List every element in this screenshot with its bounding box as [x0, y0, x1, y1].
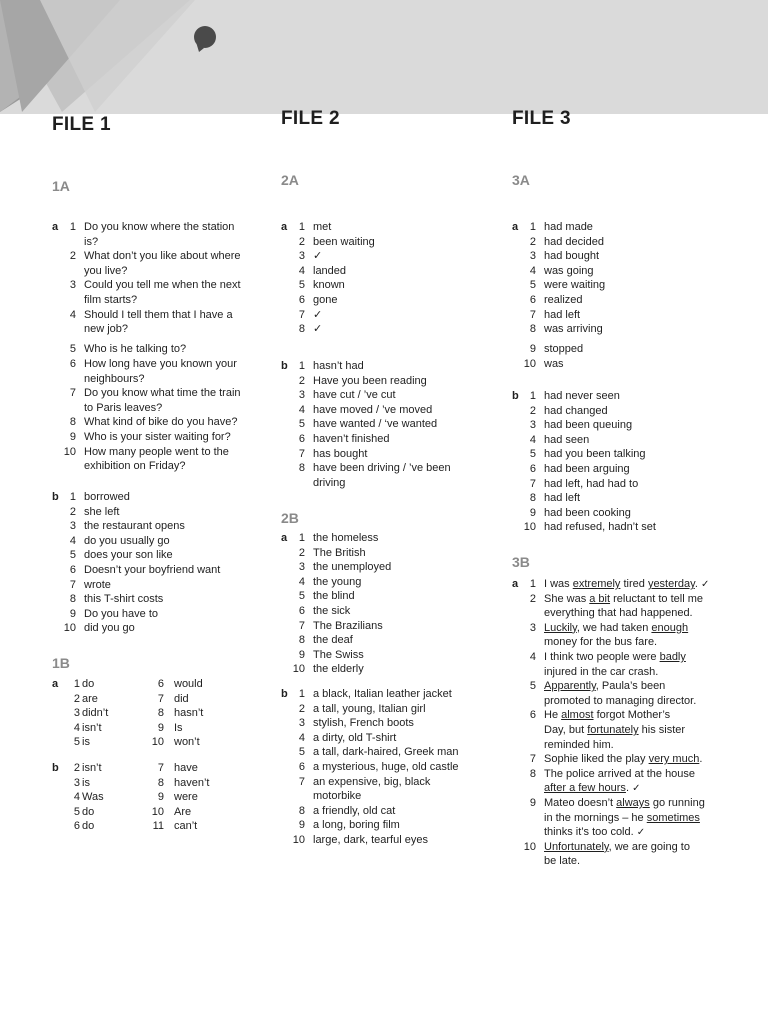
answer-text: gone — [313, 294, 338, 306]
part-letter: a — [52, 221, 59, 233]
item-number: 5 — [298, 746, 305, 759]
answer-text: wrote — [84, 578, 111, 591]
item-number: 2 — [298, 702, 305, 715]
item-number: 3 — [298, 389, 305, 402]
answer-text: to Paris leaves? — [84, 401, 163, 414]
answer-text: have — [174, 762, 198, 774]
answer-text: a mysterious, huge, old castle — [313, 761, 459, 773]
item-number: 10 — [63, 622, 76, 635]
answer-text: Are — [174, 805, 192, 818]
answer-text — [544, 723, 685, 738]
underlined-word: sometimes — [646, 811, 700, 824]
item-number: 6 — [298, 433, 305, 445]
answer-text: ✓ — [313, 308, 323, 321]
item-number: 5 — [298, 279, 305, 292]
item-number: 2 — [69, 505, 76, 518]
item-number: 3 — [73, 776, 80, 789]
part-letter: b — [52, 491, 59, 503]
answer-text — [544, 752, 702, 767]
text-fragment: go running — [649, 797, 705, 809]
answer-text: had refused, hadn’t set — [544, 521, 656, 534]
item-number: 8 — [157, 776, 164, 789]
item-number: 4 — [69, 308, 76, 321]
item-number: 7 — [529, 477, 536, 490]
answer-text: ✓ — [313, 250, 323, 263]
check-mark-icon: ✓ — [636, 827, 646, 839]
part-letter: a — [512, 221, 519, 233]
answer-text: had bought — [544, 250, 600, 263]
item-number: 1 — [529, 390, 536, 402]
item-number: 10 — [151, 736, 164, 749]
item-number: 3 — [298, 250, 305, 263]
answer-text: do — [82, 678, 95, 690]
item-number: 6 — [529, 463, 536, 475]
item-number: 10 — [523, 521, 536, 534]
section-1b-heading: 1B — [52, 655, 70, 671]
answer-text: do — [82, 805, 95, 818]
text-fragment: his sister — [638, 724, 686, 736]
item-number: 4 — [298, 731, 305, 744]
item-number: 5 — [298, 418, 305, 431]
answer-text — [544, 592, 703, 607]
answer-text — [544, 767, 695, 782]
text-fragment: I was — [544, 578, 573, 590]
part-letter: a — [512, 578, 519, 590]
item-number: 5 — [529, 279, 536, 292]
answer-text: Do you know what time the train — [84, 387, 241, 400]
item-number: 9 — [69, 430, 76, 443]
section-2b-heading: 2B — [281, 510, 299, 526]
underlined-word: enough — [651, 621, 689, 634]
answer-text: Who is he talking to? — [84, 343, 187, 356]
answer-text — [544, 708, 670, 723]
item-number: 2 — [529, 592, 536, 605]
item-number: 1 — [298, 532, 305, 544]
answer-text: How many people went to the — [84, 445, 229, 458]
item-number: 10 — [523, 357, 536, 370]
item-number: 7 — [157, 692, 164, 705]
answer-text: film starts? — [84, 294, 138, 306]
text-fragment: injured in the car crash. — [544, 665, 659, 678]
answer-text: had left — [544, 308, 581, 321]
text-fragment: . — [699, 753, 703, 766]
item-number: 3 — [69, 520, 76, 533]
answer-text: a tall, dark-haired, Greek man — [313, 746, 459, 759]
answer-text: ✓ — [313, 323, 323, 336]
underlined-word: Unfortunately — [544, 840, 609, 853]
item-number: 2 — [529, 404, 536, 417]
part-letter: b — [281, 360, 288, 372]
text-fragment: thinks it’s too cold. — [544, 826, 637, 839]
part-letter: a — [281, 532, 288, 544]
answer-text: new job? — [84, 323, 129, 336]
part-letter: b — [512, 390, 519, 402]
answer-text: Is — [174, 721, 183, 734]
item-number: 3 — [298, 561, 305, 574]
item-number: 8 — [157, 707, 164, 720]
item-number: 10 — [523, 840, 536, 853]
answer-text: you live? — [84, 264, 128, 277]
item-number: 2 — [73, 692, 80, 705]
item-number: 8 — [298, 804, 305, 817]
part-letter: b — [52, 762, 59, 774]
item-number: 2 — [529, 235, 536, 248]
answer-text: had seen — [544, 433, 590, 446]
answer-text — [544, 621, 688, 636]
section-3b-heading: 3B — [512, 554, 530, 570]
item-number: 6 — [69, 564, 76, 576]
text-fragment: The police arrived at the house — [544, 767, 696, 780]
answer-text: What kind of bike do you have? — [84, 416, 238, 429]
text-fragment: everything that had happened. — [544, 607, 693, 620]
answer-text: haven’t — [174, 776, 210, 789]
answer-text: have cut / ’ve cut — [313, 389, 396, 402]
item-number: 8 — [298, 634, 305, 647]
item-number: 4 — [73, 791, 80, 804]
answer-text: How long have you known your — [84, 357, 237, 370]
answer-text — [544, 796, 705, 811]
answer-text: had left, had had to — [544, 477, 639, 490]
item-number: 2 — [298, 546, 305, 559]
text-fragment: . — [625, 782, 633, 795]
item-number: 8 — [298, 462, 305, 475]
underlined-word: Apparently — [544, 680, 596, 693]
answer-text: had changed — [544, 404, 608, 417]
answer-text: exhibition on Friday? — [84, 460, 186, 473]
answer-text: a long, boring film — [313, 819, 400, 832]
answer-text — [544, 650, 686, 665]
underlined-word: Luckily — [544, 621, 577, 634]
item-number: 2 — [69, 250, 76, 263]
item-number: 7 — [298, 308, 305, 321]
item-number: 9 — [298, 819, 305, 832]
item-number: 7 — [157, 762, 164, 774]
check-mark-icon: ✓ — [700, 579, 710, 590]
answer-text: stopped — [544, 343, 584, 356]
item-number: 5 — [69, 549, 76, 562]
answer-text: had been queuing — [544, 419, 633, 432]
item-number: 2 — [298, 235, 305, 248]
answer-text: the restaurant opens — [84, 520, 185, 533]
item-number: 8 — [529, 767, 536, 780]
item-number: 7 — [529, 308, 536, 321]
answer-text: The British — [313, 546, 366, 559]
underlined-word: very much — [648, 753, 700, 766]
answer-text: had left — [544, 492, 581, 505]
text-fragment: Sophie liked the play — [544, 753, 649, 766]
answer-text: have wanted / ‘ve wanted — [313, 418, 438, 431]
answer-text: haven’t finished — [313, 433, 390, 445]
header-band — [0, 0, 768, 114]
item-number: 1 — [69, 491, 76, 503]
answer-text: the homeless — [313, 532, 379, 544]
item-number: 1 — [529, 221, 536, 233]
file-1-title: FILE 1 — [52, 114, 111, 135]
answer-text: had decided — [544, 235, 604, 248]
answer-text: driving — [313, 476, 346, 489]
answer-text: didn’t — [82, 707, 109, 720]
answer-text: was arriving — [544, 323, 603, 336]
item-number: 4 — [529, 651, 536, 663]
answer-text: realized — [544, 294, 583, 306]
underlined-word: a bit — [589, 592, 611, 605]
answer-text: she left — [84, 505, 120, 518]
underlined-word: almost — [561, 709, 594, 722]
answer-text: are — [82, 692, 98, 705]
part-letter: a — [52, 678, 59, 690]
item-number: 5 — [529, 448, 536, 461]
answer-text: an expensive, big, black — [313, 775, 431, 788]
text-fragment: , we had taken — [576, 621, 652, 634]
answer-text — [544, 854, 580, 869]
item-number: 7 — [69, 578, 76, 591]
text-fragment: She was — [544, 592, 590, 605]
item-number: 8 — [69, 416, 76, 429]
part-letter: a — [281, 221, 288, 233]
item-number: 11 — [152, 820, 164, 833]
part-letter: b — [281, 688, 288, 700]
answer-text: won’t — [174, 736, 200, 749]
answer-text: isn’t — [82, 762, 102, 774]
answer-text: have been driving / ’ve been — [313, 462, 451, 475]
answer-text — [544, 694, 696, 709]
text-fragment: He — [544, 709, 562, 722]
item-number: 7 — [529, 753, 536, 766]
item-number: 5 — [73, 736, 80, 749]
item-number: 3 — [73, 707, 80, 720]
item-number: 2 — [73, 762, 80, 774]
answer-text: had been cooking — [544, 506, 631, 519]
answer-text: had never seen — [544, 390, 620, 402]
answer-text: do you usually go — [84, 534, 170, 547]
answer-text: did you go — [84, 622, 135, 635]
answer-text: were — [174, 791, 198, 804]
item-number: 3 — [69, 279, 76, 292]
item-number: 4 — [529, 264, 536, 277]
answer-text: is — [82, 736, 90, 749]
text-fragment: in the mornings – he — [544, 811, 647, 824]
item-number: 3 — [529, 250, 536, 263]
answer-text: the young — [313, 575, 362, 588]
underlined-word: fortunately — [587, 724, 639, 736]
answer-text: is? — [84, 235, 99, 248]
answer-text — [544, 781, 640, 797]
answer-text: has bought — [313, 447, 368, 460]
answer-text: had you been talking — [544, 448, 646, 461]
text-fragment: promoted to managing director. — [544, 694, 697, 707]
answer-text: the blind — [313, 590, 355, 603]
item-number: 8 — [529, 323, 536, 336]
answer-text: the sick — [313, 605, 351, 617]
item-number: 4 — [73, 721, 80, 734]
text-fragment: forgot Mother’s — [593, 709, 671, 722]
item-number: 1 — [69, 221, 76, 233]
text-fragment: . — [694, 578, 701, 590]
item-number: 9 — [529, 797, 536, 809]
item-number: 1 — [298, 688, 305, 700]
item-number: 5 — [529, 680, 536, 693]
item-number: 7 — [298, 619, 305, 632]
item-number: 3 — [298, 717, 305, 730]
item-number: 8 — [69, 593, 76, 606]
answer-text: isn’t — [82, 721, 102, 734]
decorative-fan-graphic — [0, 0, 768, 114]
text-fragment: tired — [620, 578, 648, 590]
underlined-word: after a few hours — [544, 782, 626, 795]
answer-text: The Swiss — [313, 648, 364, 661]
item-number: 4 — [529, 433, 536, 446]
item-number: 6 — [298, 294, 305, 306]
item-number: 4 — [298, 575, 305, 588]
item-number: 10 — [151, 805, 164, 818]
underlined-word: always — [616, 797, 650, 809]
text-fragment: be late. — [544, 855, 581, 868]
item-number: 6 — [69, 357, 76, 370]
answer-text: was going — [544, 264, 594, 277]
item-number: 9 — [157, 791, 164, 804]
answer-text: did — [174, 692, 189, 705]
item-number: 1 — [73, 678, 80, 690]
file-3-title: FILE 3 — [512, 108, 571, 129]
item-number: 5 — [73, 805, 80, 818]
item-number: 7 — [298, 775, 305, 788]
answer-text: do — [82, 820, 95, 833]
item-number: 10 — [63, 445, 76, 458]
item-number: 1 — [298, 360, 305, 372]
answer-text: landed — [313, 264, 347, 277]
answer-text: had made — [544, 221, 593, 233]
item-number: 6 — [298, 761, 305, 773]
answer-text: have moved / ’ve moved — [313, 403, 433, 416]
item-number: 5 — [298, 590, 305, 603]
answer-text: stylish, French boots — [313, 717, 414, 730]
underlined-word: yesterday — [647, 578, 695, 590]
item-number: 1 — [298, 221, 305, 233]
item-number: 2 — [298, 374, 305, 387]
underlined-word: extremely — [572, 578, 621, 590]
section-3a-heading: 3A — [512, 172, 530, 188]
answer-text: a dirty, old T-shirt — [313, 731, 397, 744]
answer-text: met — [313, 221, 332, 233]
item-number: 4 — [298, 264, 305, 277]
answer-text: What don’t you like about where — [84, 250, 241, 263]
answer-text: Have you been reading — [313, 374, 427, 387]
answer-text: Do you know where the station — [84, 221, 235, 233]
text-fragment: reluctant to tell me — [610, 592, 703, 605]
answer-text: is — [82, 776, 90, 789]
answer-text: neighbours? — [84, 372, 145, 385]
answer-text: the deaf — [313, 634, 353, 647]
item-number: 4 — [69, 534, 76, 547]
text-fragment: Day, but — [544, 724, 588, 736]
answer-text: The Brazilians — [313, 619, 383, 632]
text-fragment: reminded him. — [544, 738, 614, 751]
answer-text: known — [313, 279, 345, 292]
item-number: 8 — [298, 323, 305, 336]
check-mark-icon: ✓ — [632, 783, 641, 795]
answer-text — [544, 665, 658, 680]
answer-text: Could you tell me when the next — [84, 279, 241, 292]
item-number: 6 — [157, 678, 164, 690]
item-number: 5 — [69, 343, 76, 356]
answer-text — [544, 577, 709, 593]
text-fragment: , Paula’s been — [595, 680, 666, 693]
answer-text — [544, 840, 690, 855]
item-number: 9 — [69, 607, 76, 620]
item-number: 6 — [298, 605, 305, 617]
answer-text: was — [544, 357, 564, 370]
item-number: 1 — [529, 578, 536, 590]
answer-text: Was — [82, 791, 104, 804]
file-2-title: FILE 2 — [281, 108, 340, 129]
item-number: 9 — [529, 343, 536, 356]
answer-text: were waiting — [544, 279, 606, 292]
answer-text: had been arguing — [544, 463, 630, 475]
answer-text — [544, 606, 693, 621]
item-number: 10 — [292, 663, 305, 676]
item-number: 8 — [529, 492, 536, 505]
answer-text: been waiting — [313, 235, 375, 248]
item-number: 6 — [73, 820, 80, 833]
answer-text: Doesn’t your boyfriend want — [84, 564, 221, 576]
section-1a-heading: 1A — [52, 178, 70, 194]
item-number: 3 — [529, 621, 536, 634]
answer-text — [544, 679, 665, 694]
answer-text: a tall, young, Italian girl — [313, 702, 426, 715]
item-number: 4 — [298, 403, 305, 416]
item-number: 9 — [529, 506, 536, 519]
answer-text: hasn’t had — [313, 360, 364, 372]
answer-text: would — [174, 678, 203, 690]
answer-text: borrowed — [84, 491, 130, 503]
answer-text: Who is your sister waiting for? — [84, 430, 231, 443]
answer-text: can’t — [174, 820, 198, 833]
underlined-word: badly — [659, 651, 686, 663]
answer-text — [544, 635, 657, 650]
item-number: 9 — [298, 648, 305, 661]
answer-text: this T-shirt costs — [84, 593, 164, 606]
answer-text: motorbike — [313, 790, 362, 803]
text-fragment: , we are going to — [608, 840, 690, 853]
answer-text: the elderly — [313, 663, 364, 676]
answer-text: a black, Italian leather jacket — [313, 688, 452, 700]
item-number: 7 — [69, 387, 76, 400]
answer-text — [544, 738, 614, 753]
answer-text: Do you have to — [84, 607, 158, 620]
text-fragment: I think two people were — [544, 651, 660, 663]
section-2a-heading: 2A — [281, 172, 299, 188]
item-number: 3 — [529, 419, 536, 432]
answer-text: a friendly, old cat — [313, 804, 396, 817]
answer-text — [544, 825, 645, 841]
item-number: 6 — [529, 709, 536, 722]
item-number: 10 — [292, 834, 305, 846]
item-number: 9 — [157, 721, 164, 734]
answer-text: hasn’t — [174, 707, 204, 720]
text-fragment: money for the bus fare. — [544, 636, 658, 649]
item-number: 7 — [298, 447, 305, 460]
answer-text: Should I tell them that I have a — [84, 308, 233, 321]
answer-text: does your son like — [84, 549, 173, 562]
text-fragment: Mateo doesn’t — [544, 797, 617, 809]
answer-text: large, dark, tearful eyes — [313, 834, 428, 846]
answer-text — [544, 811, 700, 826]
item-number: 6 — [529, 294, 536, 306]
answer-text: the unemployed — [313, 561, 392, 574]
